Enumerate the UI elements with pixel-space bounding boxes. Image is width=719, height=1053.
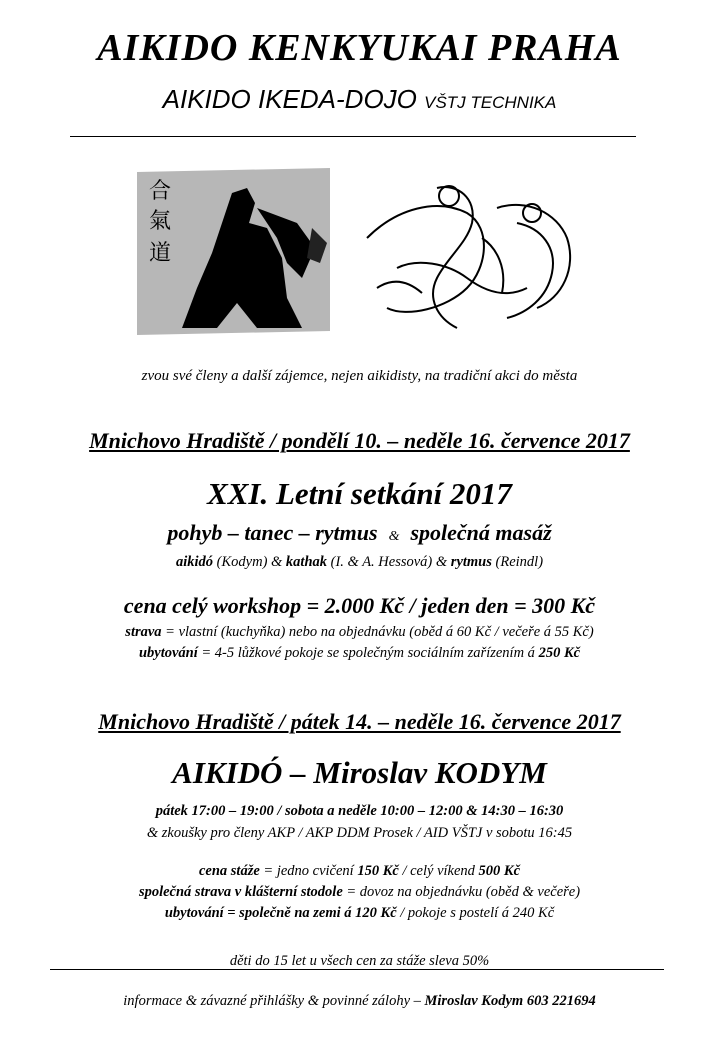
dojo-name: AIKIDO IKEDA-DOJO <box>162 84 417 114</box>
event1-subtitle-amp: & <box>388 529 400 544</box>
lodging-text: = 4-5 lůžkové pokoje se společným sociálním zařízením á <box>201 645 535 661</box>
event1-food <box>0 624 719 641</box>
aikido-sketch-drawing <box>367 186 570 328</box>
page-title: AIKIDO KENKYUKAI PRAHA <box>97 27 622 69</box>
page-subtitle <box>0 84 719 115</box>
lodging-price: 250 Kč <box>538 645 581 661</box>
event2-lodging <box>0 905 719 922</box>
fee-one: 150 Kč <box>357 863 399 879</box>
fee-label: cena stáže <box>198 863 260 879</box>
svg-text:合: 合 <box>149 179 172 204</box>
fee-mid: / celý víkend <box>402 863 475 879</box>
food-text: = vlastní (kuchyňka) nebo na objednávku (oběd á 60 Kč / večeře á 55 Kč) <box>165 624 594 640</box>
footer-contact <box>0 993 719 1010</box>
event1-price: cena celý workshop = 2.000 Kč / jeden den = 300 Kč <box>123 593 596 618</box>
fee-text: = jedno cvičení <box>263 863 354 879</box>
event1-date: Mnichovo Hradiště / pondělí 10. – neděle 16. července 2017 <box>89 428 630 453</box>
teacher-kathak: kathak <box>285 554 328 570</box>
aikido-calligraphy-photo <box>137 168 330 335</box>
event2-fee <box>0 863 719 880</box>
footer-text: informace & závazné přihlášky & povinné zálohy – <box>123 993 421 1009</box>
event2-date: Mnichovo Hradiště / pátek 14. – neděle 16. července 2017 <box>98 709 621 734</box>
footer-divider <box>50 969 664 970</box>
teacher-kathak-name: (I. & A. Hessová) & <box>330 554 448 570</box>
lodging-label: ubytování <box>138 645 198 661</box>
svg-text:氣: 氣 <box>149 209 172 234</box>
header-divider <box>70 136 636 137</box>
event2-exams: & zkoušky pro členy AKP / AKP DDM Prosek / AID VŠTJ v sobotu 16:45 <box>146 825 573 841</box>
meals-label: společná strava v klášterní stodole <box>138 884 343 900</box>
contact-name-phone: Miroslav Kodym 603 221694 <box>424 993 596 1009</box>
event1-subtitle-b: společná masáž <box>410 520 552 545</box>
event1-teachers <box>0 554 719 571</box>
teacher-rytmus-name: (Reindl) <box>495 554 544 570</box>
club-name: VŠTJ TECHNIKA <box>424 93 557 112</box>
event1-lodging <box>0 645 719 662</box>
meals-text: = dovoz na objednávku (oběd & večeře) <box>346 884 581 900</box>
fee-weekend: 500 Kč <box>478 863 521 879</box>
invitation-text: zvou své členy a další zájemce, nejen aikidisty, na tradiční akci do města <box>141 368 578 384</box>
teacher-aikido-name: (Kodym) & <box>216 554 283 570</box>
event1-subtitle-a: pohyb – tanec – rytmus <box>167 520 378 545</box>
event2-schedule: pátek 17:00 – 19:00 / sobota a neděle 10:00 – 12:00 & 14:30 – 16:30 <box>155 803 564 819</box>
event1-subtitle <box>0 520 719 546</box>
svg-text:道: 道 <box>149 241 172 266</box>
discount-note: děti do 15 let u všech cen za stáže sleva 50% <box>229 953 490 969</box>
event2-meals <box>0 884 719 901</box>
lodge-label: ubytování = společně na zemi á 120 Kč <box>164 905 397 921</box>
lodge-text: / pokoje s postelí á 240 Kč <box>400 905 555 921</box>
food-label: strava <box>125 624 162 640</box>
event2-title: AIKIDÓ – Miroslav KODYM <box>172 755 547 790</box>
illustrations <box>137 168 597 338</box>
teacher-rytmus: rytmus <box>450 554 492 570</box>
teacher-aikido: aikidó <box>175 554 214 570</box>
event1-title: XXI. Letní setkání 2017 <box>207 476 512 511</box>
